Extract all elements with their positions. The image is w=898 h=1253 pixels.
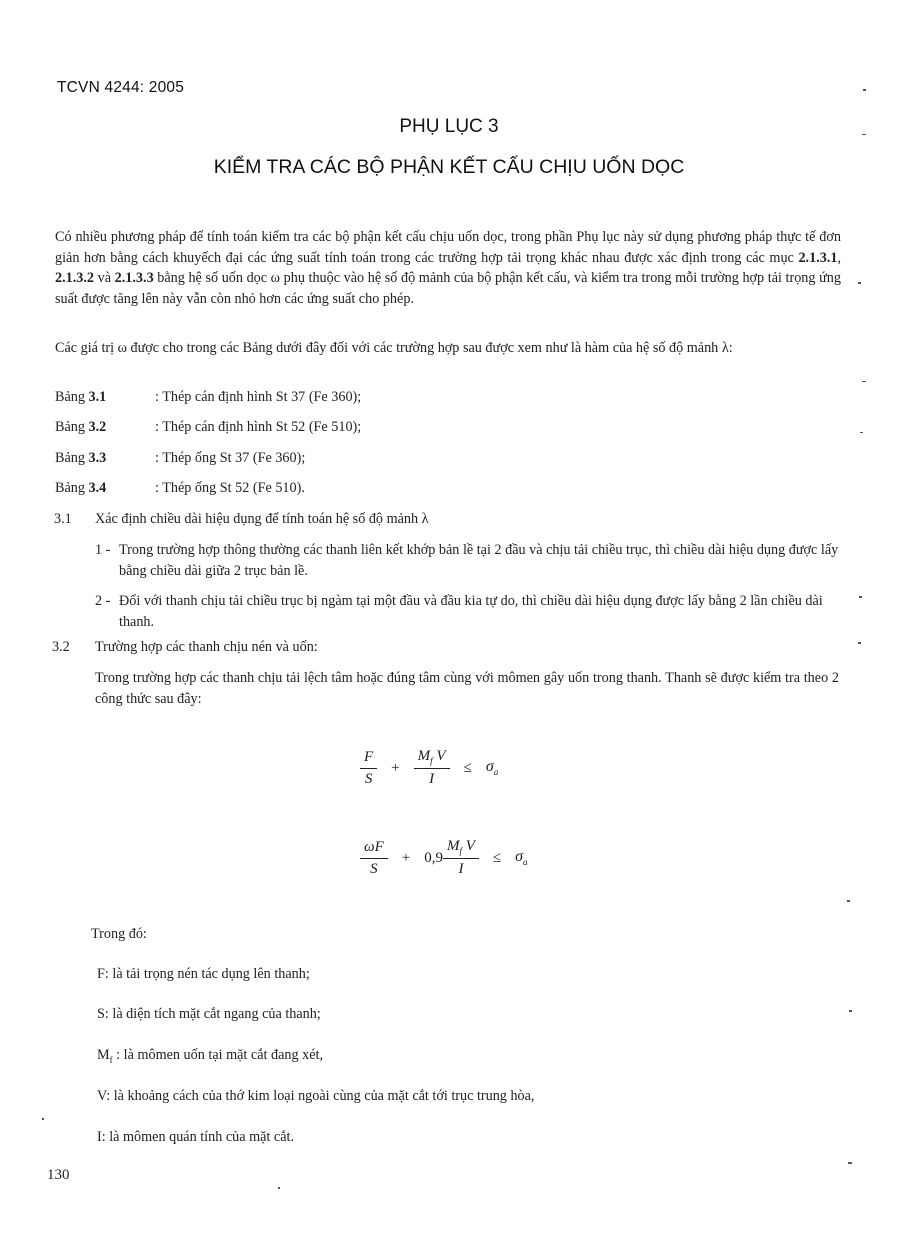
table-ref-row: Bảng 3.2 : Thép cán định hình St 52 (Fe 510); [55,419,362,435]
scan-speck [859,596,862,598]
page-number: 130 [47,1167,70,1183]
table-ref-row: Bảng 3.4 : Thép ống St 52 (Fe 510). [55,480,305,496]
fraction: $\frac{M_f V}{I}$ [414,748,450,788]
table-ref-row: Bảng 3.3 : Thép ống St 37 (Fe 360); [55,450,306,466]
ref-2-1-3-2: 2.1.3.2 [55,270,95,286]
definition-item: V: là khoảng cách của thớ kim loại ngoài cùng của mặt cắt tới trục trung hòa, [97,1088,535,1104]
appendix-title: PHỤ LỤC 3 [399,116,499,137]
section-heading: Trường hợp các thanh chịu nén và uốn: [95,639,318,655]
definition-item: S: là diện tích mặt cắt ngang của thanh; [97,1006,321,1022]
intro-paragraph-2: Các giá trị ω được cho trong các Bảng dưới đây đối với các trường hợp sau được xem như là hàm của hệ số độ mảnh λ: [55,340,733,356]
definition-item: I: là mômen quán tính của mặt cắt. [97,1129,294,1145]
where-label: Trong đó: [91,926,147,942]
list-marker: 1 - [95,542,111,558]
table-ref-row: Bảng 3.1 : Thép cán định hình St 37 (Fe 360); [55,389,362,405]
scan-speck [860,432,863,433]
scan-speck [858,642,861,644]
fraction: $\frac{M_f V}{I}$ [443,838,479,878]
standard-code: TCVN 4244: 2005 [57,79,185,96]
scan-speck [847,900,850,902]
scan-speck [278,1187,280,1189]
ref-2-1-3-3: 2.1.3.3 [114,270,154,286]
scan-speck [42,1118,44,1120]
ref-2-1-3-1: 2.1.3.1 [798,249,838,266]
section-number: 3.2 [52,639,70,655]
scan-speck [849,1010,852,1012]
intro-paragraph-1: Có nhiều phương pháp để tính toán kiểm tra các bộ phận kết cấu chịu uốn dọc, trong phần Phụ lục này sử dụng phương pháp thực tế đơn giản hơn bằng cách khuyếch đại các ứng suất tính toán trong các trường hợp tải trọng khác nhau được xác định trong các mục 2.1.3.1, 2.1.3.2 và 2.1.3.3 bằng hệ số uốn dọc ω phụ thuộc vào hệ số độ mảnh của bộ phận kết cấu, và kiểm tra trong mỗi trường hợp tải trọng ứng suất được tăng lên này vẫn còn nhỏ hơn các ứng suất cho phép. [55,229,841,307]
definition-item: $M_f$ : là mômen uốn tại mặt cắt đang xét, [97,1047,324,1065]
appendix-subtitle: KIỂM TRA CÁC BỘ PHẬN KẾT CẤU CHỊU UỐN DỌC [213,156,685,178]
section-heading: Xác định chiều dài hiệu dụng để tính toán hệ số độ mảnh λ [95,511,429,527]
list-marker: 2 - [95,593,111,609]
list-item: 1 - Trong trường hợp thông thường các thanh liên kết khớp bản lề tại 2 đầu và chịu tải chiều trục, thì chiều dài hiệu dụng được lấy bằng chiều dài giữa 2 trục bản lề. [95,542,839,579]
fraction: $\frac{F}{S}$ [360,749,377,788]
section-number: 3.1 [54,511,72,527]
fraction: $\frac{\omega F}{S}$ [360,839,388,878]
scan-speck [862,381,866,382]
scan-speck [862,134,866,135]
section-paragraph: Trong trường hợp các thanh chịu tải lệch tâm hoặc đúng tâm cùng với mômen gây uốn trong thanh. Thanh sẽ được kiểm tra theo 2 công thức sau đây: [95,670,839,707]
list-item: 2 - Đối với thanh chịu tải chiều trục bị ngàm tại một đầu và đầu kia tự do, thì chiều dài hiệu dụng được lấy bằng 2 lần chiều dài thanh. [95,593,823,630]
formula-2: $\frac{\omega F}{S}$ + 0,9 $\frac{M_f V}{I}$ ≤ $\sigma_a$ [360,838,528,878]
formula-1: $\frac{F}{S}$ + $\frac{M_f V}{I}$ ≤ $\sigma_a$ [360,748,498,788]
scan-speck [848,1162,852,1164]
scan-speck [858,282,861,284]
scan-speck [863,89,866,91]
definition-item: F: là tải trọng nén tác dụng lên thanh; [97,966,310,982]
